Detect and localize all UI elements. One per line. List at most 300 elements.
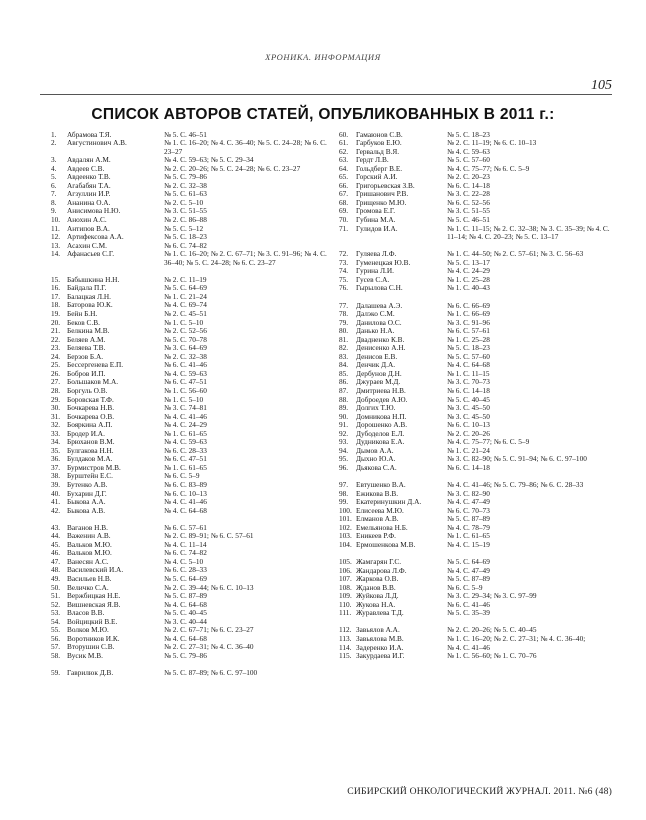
author-references: № 1. С. 56–60; № 1. С. 70–76 xyxy=(447,651,537,661)
author-references: № 4. С. 5–10 xyxy=(164,556,204,566)
author-number: 20. xyxy=(51,317,61,327)
author-number: 50. xyxy=(51,582,61,592)
author-entry xyxy=(339,225,619,242)
author-references: № 5. С. 64–69 xyxy=(164,283,207,293)
author-number: 18. xyxy=(51,300,61,310)
author-references: № 6. С. 5–9 xyxy=(164,471,200,481)
author-number: 64. xyxy=(339,163,349,173)
author-references: № 2. С. 67–71; № 6. С. 23–27 xyxy=(164,625,254,635)
author-number: 45. xyxy=(51,539,61,549)
author-references: № 1. С. 21–24 xyxy=(447,445,490,455)
author-number: 91. xyxy=(339,420,349,430)
author-name: Ананина О.А. xyxy=(67,197,111,207)
author-name: Бутенко А.В. xyxy=(67,479,108,489)
author-number: 44. xyxy=(51,531,61,541)
author-references: № 5. С. 61–63 xyxy=(164,189,207,199)
author-name: Дудникова Е.А. xyxy=(356,437,405,447)
author-entry xyxy=(51,507,327,516)
author-number: 73. xyxy=(339,257,349,267)
author-references: № 6. С. 52–56 xyxy=(447,197,490,207)
author-name: Гусев С.А. xyxy=(356,274,390,284)
author-name: Асахин С.М. xyxy=(67,240,107,250)
author-number: 24. xyxy=(51,351,61,361)
author-references: № 4. С. 59–63 xyxy=(447,146,490,156)
author-references: № 3. С. 40–44 xyxy=(164,616,207,626)
author-references: № 2. С. 89–91; № 6. С. 57–61 xyxy=(164,531,254,541)
author-name: Бабышкина Н.Н. xyxy=(67,274,120,284)
author-name: Жандарова Л.Ф. xyxy=(356,565,407,575)
author-number: 7. xyxy=(51,189,57,199)
author-name: Брюханов В.М. xyxy=(67,437,115,447)
author-number: 105. xyxy=(339,557,352,567)
author-number: 84. xyxy=(339,360,349,370)
author-references: № 1. С. 61–65 xyxy=(447,531,490,541)
author-number: 17. xyxy=(51,291,61,301)
author-name: Закурдаева И.Г. xyxy=(356,651,405,661)
author-number: 36. xyxy=(51,454,61,464)
author-number: 100. xyxy=(339,505,352,515)
author-number: 23. xyxy=(51,343,61,353)
author-name: Гаврилюк Д.В. xyxy=(67,668,114,678)
author-name: Дорошенко А.В. xyxy=(356,420,408,430)
author-references: № 2. С. 11–19 xyxy=(164,274,207,284)
author-references: № 4. С. 11–14 xyxy=(164,539,207,549)
author-references: № 3. С. 82–90; № 5. С. 91–94; № 6. С. 97–100 xyxy=(447,454,587,464)
journal-footer: СИБИРСКИЙ ОНКОЛОГИЧЕСКИЙ ЖУРНАЛ. 2011. №6 (48) xyxy=(347,786,612,797)
author-name: Артифексова А.А. xyxy=(67,232,124,242)
author-references: № 6. С. 47–51 xyxy=(164,377,207,387)
author-number: 71. xyxy=(339,223,349,233)
author-number: 98. xyxy=(339,488,349,498)
author-references: № 2. С. 86–88 xyxy=(164,214,207,224)
author-references: № 3. С. 64–69 xyxy=(164,343,207,353)
author-references: № 3. С. 74–81 xyxy=(164,403,207,413)
author-number: 113. xyxy=(339,634,352,643)
author-number: 102. xyxy=(339,522,352,532)
author-name: Авдалян А.М. xyxy=(67,155,111,165)
author-references: № 5. С. 5–12 xyxy=(164,223,204,233)
author-number: 6. xyxy=(51,180,57,190)
author-references: № 5. С. 87–89 xyxy=(447,514,490,524)
author-number: 66. xyxy=(339,180,349,190)
header-rule xyxy=(40,94,612,95)
author-references: № 3. С. 51–55 xyxy=(447,206,490,216)
author-number: 15. xyxy=(51,274,61,284)
author-references: № 6. С. 14–18 xyxy=(447,386,490,395)
author-name: Боровская Т.Ф. xyxy=(67,394,114,404)
author-name: Величко С.А. xyxy=(67,582,109,592)
author-number: 99. xyxy=(339,497,349,507)
author-references: № 1. С. 66–69 xyxy=(447,309,490,319)
authors-list-left xyxy=(51,131,327,678)
author-name: Вальков М.Ю. xyxy=(67,539,112,549)
author-number: 85. xyxy=(339,368,349,378)
author-name: Булдаков М.А. xyxy=(67,454,113,464)
author-references: № 6. С. 28–33 xyxy=(164,445,207,455)
author-number: 46. xyxy=(51,548,61,558)
author-number: 95. xyxy=(339,454,349,464)
author-number: 38. xyxy=(51,471,61,481)
author-references: № 5. С. 79–86 xyxy=(164,172,207,182)
author-number: 11. xyxy=(51,223,60,233)
author-name: Екатеринушкин Д.А. xyxy=(356,497,422,507)
author-name: Ермошенкова М.В. xyxy=(356,539,416,549)
author-number: 109. xyxy=(339,591,352,601)
author-name: Емельянова Н.Б. xyxy=(356,522,408,532)
page-number: 105 xyxy=(591,78,612,93)
author-entry xyxy=(51,139,327,156)
author-number: 28. xyxy=(51,385,61,395)
author-number: 93. xyxy=(339,437,349,447)
author-name: Гердт Л.В. xyxy=(356,155,389,165)
author-name: Анисимова Н.Ю. xyxy=(67,206,121,216)
author-references: № 1. С. 61–65 xyxy=(164,428,207,438)
author-name: Далэко С.М. xyxy=(356,309,395,319)
author-name: Волков М.Ю. xyxy=(67,625,109,635)
author-name: Губина М.А. xyxy=(356,214,396,224)
author-entry xyxy=(339,609,619,618)
author-references: № 3. С. 29–34; № 3. С. 97–99 xyxy=(447,591,537,601)
author-references: № 5. С. 13–17 xyxy=(447,257,490,267)
author-name: Двадненко К.В. xyxy=(356,334,405,344)
author-name: Бессергенева Е.П. xyxy=(67,360,124,370)
author-name: Вальков М.Ю. xyxy=(67,548,112,558)
author-references: № 3. С. 51–55 xyxy=(164,206,207,216)
author-references: № 4. С. 78–79 xyxy=(447,522,490,532)
author-references: № 3. С. 91–96 xyxy=(447,317,490,327)
author-references: № 5. С. 46–51 xyxy=(164,129,207,139)
author-name: Дербунов Д.Н. xyxy=(356,368,402,378)
author-name: Абрамова Т.Я. xyxy=(67,129,112,139)
author-references: № 6. С. 66–69 xyxy=(447,300,490,310)
author-references: № 3. С. 45–50 xyxy=(447,411,490,421)
author-name: Власов В.В. xyxy=(67,608,105,618)
author-name: Далашева А.Э. xyxy=(356,300,403,310)
author-references: № 6. С. 41–46 xyxy=(164,360,207,370)
author-number: 13. xyxy=(51,240,61,250)
author-name: Балацкая Л.Н. xyxy=(67,291,111,301)
author-name: Жданов В.В. xyxy=(356,582,396,592)
author-references: № 1. С. 44–50; № 2. С. 57–61; № 3. С. 56–63 xyxy=(447,249,584,259)
author-number: 75. xyxy=(339,274,349,284)
author-references: № 4. С. 59–63 xyxy=(164,368,207,378)
author-number: 8. xyxy=(51,197,57,207)
author-name: Дыхно Ю.А. xyxy=(356,454,396,464)
author-references: № 2. С. 20–26; № 5. С. 40–45 xyxy=(447,625,537,635)
author-name: Дмитриева Н.В. xyxy=(356,386,406,395)
author-number: 35. xyxy=(51,445,61,455)
author-references: № 4. С. 75–77; № 6. С. 5–9 xyxy=(447,163,530,173)
page-title: СПИСОК АВТОРОВ СТАТЕЙ, ОПУБЛИКОВАННЫХ В 2011 г.: xyxy=(91,106,555,123)
author-references: № 6. С. 57–61 xyxy=(447,326,490,336)
author-name: Жаркова О.В. xyxy=(356,574,399,584)
author-references: № 6. С. 10–13 xyxy=(164,488,207,498)
author-name: Булгакова Н.Н. xyxy=(67,445,114,455)
author-name: Журавлева Т.Д. xyxy=(356,608,404,618)
author-name: Дымов А.А. xyxy=(356,445,394,455)
author-number: 48. xyxy=(51,565,61,575)
author-name: Данилова О.С. xyxy=(356,317,402,327)
author-references: № 1. С. 11–15; № 2. С. 32–38; № 3. С. 35–39; № 4. С. 11–14; № 4. С. 20–23; № 5. С. 13–17 xyxy=(447,223,610,242)
author-number: 25. xyxy=(51,360,61,370)
author-references: № 2. С. 45–51 xyxy=(164,309,207,319)
author-name: Василевский И.А. xyxy=(67,565,124,575)
author-references: № 5. С. 40–45 xyxy=(164,608,207,618)
author-name: Афанасьев С.Г. xyxy=(67,249,115,259)
author-number: 70. xyxy=(339,214,349,224)
author-number: 5. xyxy=(51,172,57,182)
author-entry xyxy=(339,652,619,661)
author-references: № 1. С. 25–28 xyxy=(447,334,490,344)
author-number: 89. xyxy=(339,403,349,413)
author-name: Завьялов А.А. xyxy=(356,625,400,635)
author-name: Баторова Ю.К. xyxy=(67,300,113,310)
author-number: 62. xyxy=(339,146,349,156)
author-number: 1. xyxy=(51,129,57,139)
author-name: Денисов Е.В. xyxy=(356,351,398,361)
author-references: № 2. С. 20–26; № 5. С. 24–28; № 6. С. 23–27 xyxy=(164,163,301,173)
author-name: Ваганов Н.В. xyxy=(67,522,108,532)
author-references: № 4. С. 64–68 xyxy=(164,599,207,609)
author-name: Берзов Б.А. xyxy=(67,351,104,361)
author-entry xyxy=(51,250,327,267)
author-number: 68. xyxy=(339,197,349,207)
author-name: Агабабян Т.А. xyxy=(67,180,111,190)
author-number: 94. xyxy=(339,445,349,455)
author-entry xyxy=(339,284,619,293)
author-references: № 2. С. 20–23 xyxy=(447,172,490,182)
author-number: 9. xyxy=(51,206,57,216)
author-entry xyxy=(51,652,327,661)
author-name: Воротников И.К. xyxy=(67,633,120,643)
author-number: 101. xyxy=(339,514,352,524)
author-name: Васильев Н.В. xyxy=(67,574,112,584)
author-name: Бродер И.А. xyxy=(67,428,105,438)
author-number: 83. xyxy=(339,351,349,361)
author-name: Денчик Д.А. xyxy=(356,360,396,370)
author-number: 22. xyxy=(51,334,61,344)
author-name: Ежикова В.В. xyxy=(356,488,399,498)
author-number: 49. xyxy=(51,574,61,584)
author-number: 39. xyxy=(51,479,61,489)
author-references: № 5. С. 64–69 xyxy=(164,574,207,584)
author-name: Бояркина А.П. xyxy=(67,420,113,430)
author-name: Бурмистров М.В. xyxy=(67,462,121,472)
author-name: Дубоделов Е.Л. xyxy=(356,428,405,438)
author-number: 59. xyxy=(51,668,61,678)
author-references: № 1. С. 5–10 xyxy=(164,317,204,327)
author-references: № 4. С. 59–63; № 5. С. 29–34 xyxy=(164,155,254,165)
author-number: 90. xyxy=(339,411,349,421)
author-number: 16. xyxy=(51,283,61,293)
author-references: № 4. С. 64–68 xyxy=(447,360,490,370)
author-number: 106. xyxy=(339,565,352,575)
author-number: 108. xyxy=(339,582,352,592)
author-references: № 1. С. 11–15 xyxy=(447,368,490,378)
author-name: Доброедев А.Ю. xyxy=(356,394,408,404)
author-number: 10. xyxy=(51,214,61,224)
author-references: № 6. С. 70–73 xyxy=(447,505,490,515)
author-references: № 1. С. 56–60 xyxy=(164,385,207,395)
author-name: Горский А.И. xyxy=(356,172,398,182)
author-number: 114. xyxy=(339,642,352,652)
author-number: 21. xyxy=(51,326,61,336)
author-number: 30. xyxy=(51,403,61,413)
author-name: Вторушин С.В. xyxy=(67,642,115,652)
author-name: Еникеев Р.Ф. xyxy=(356,531,396,541)
author-name: Жамгарян Г.С. xyxy=(356,557,402,567)
author-number: 43. xyxy=(51,522,61,532)
author-references: № 2. С. 20–26 xyxy=(447,428,490,438)
author-name: Быкова А.В. xyxy=(67,505,106,515)
author-references: № 4. С. 64–68 xyxy=(164,505,207,515)
author-number: 115. xyxy=(339,651,352,661)
author-references: № 2. С. 39–44; № 6. С. 10–13 xyxy=(164,582,254,592)
author-number: 12. xyxy=(51,232,61,242)
author-references: № 2. С. 32–38 xyxy=(164,351,207,361)
author-references: № 1. С. 16–20; № 4. С. 36–40; № 5. С. 24–28; № 6. С. 23–27 xyxy=(164,138,327,156)
author-references: № 1. С. 21–24 xyxy=(164,291,207,301)
author-references: № 4. С. 59–63 xyxy=(164,437,207,447)
author-name: Гарбуков Е.Ю. xyxy=(356,138,402,148)
author-name: Войцицкий В.Е. xyxy=(67,616,118,626)
author-number: 112. xyxy=(339,625,352,635)
author-number: 80. xyxy=(339,326,349,336)
author-name: Завьялова М.В. xyxy=(356,634,404,643)
author-name: Елисеева М.Ю. xyxy=(356,505,404,515)
author-references: № 5. С. 87–89 xyxy=(164,591,207,601)
author-references: № 4. С. 24–29 xyxy=(164,420,207,430)
author-references: № 4. С. 47–49 xyxy=(447,565,490,575)
author-name: Домникова Н.П. xyxy=(356,411,407,421)
author-number: 107. xyxy=(339,574,352,584)
author-name: Бейн Б.Н. xyxy=(67,309,98,319)
author-number: 96. xyxy=(339,462,349,472)
author-number: 56. xyxy=(51,633,61,643)
author-name: Анохин А.С. xyxy=(67,214,107,224)
author-number: 4. xyxy=(51,163,57,173)
author-name: Гервальд В.Я. xyxy=(356,146,400,156)
author-references: № 1. С. 40–43 xyxy=(447,283,490,293)
author-references: № 5. С. 18–23 xyxy=(164,232,207,242)
author-references: № 5. С. 79–86 xyxy=(164,650,207,660)
author-name: Задеренко И.А. xyxy=(356,642,404,652)
author-number: 76. xyxy=(339,283,349,293)
author-name: Дьякова С.А. xyxy=(356,462,397,472)
author-name: Данько Н.А. xyxy=(356,326,395,336)
author-references: № 5. С. 40–45 xyxy=(447,394,490,404)
author-references: № 6. С. 74–82 xyxy=(164,240,207,250)
author-name: Гамаюнов С.В. xyxy=(356,129,403,139)
author-name: Денисенко А.Н. xyxy=(356,343,406,353)
author-number: 79. xyxy=(339,317,349,327)
author-references: № 5. С. 87–89; № 6. С. 97–100 xyxy=(164,668,258,678)
author-references: № 6. С. 83–89 xyxy=(164,479,207,489)
author-name: Бухарин Д.Г. xyxy=(67,488,107,498)
author-references: № 6. С. 28–33 xyxy=(164,565,207,575)
author-references: № 4. С. 24–29 xyxy=(447,266,490,276)
author-number: 33. xyxy=(51,428,61,438)
author-name: Григорьевская З.В. xyxy=(356,180,415,190)
author-name: Авдеенко Т.В. xyxy=(67,172,111,182)
author-references: № 4. С. 41–46; № 5. С. 79–86; № 6. С. 28–33 xyxy=(447,480,584,490)
author-references: № 5. С. 57–60 xyxy=(447,351,490,361)
author-name: Грищенко М.Ю. xyxy=(356,197,407,207)
author-number: 53. xyxy=(51,608,61,618)
author-references: № 3. С. 45–50 xyxy=(447,403,490,413)
author-number: 78. xyxy=(339,309,349,319)
author-number: 27. xyxy=(51,377,61,387)
author-references: № 5. С. 87–89 xyxy=(447,574,490,584)
running-head: ХРОНИКА. ИНФОРМАЦИЯ xyxy=(265,52,381,62)
author-entry xyxy=(339,541,619,550)
author-number: 110. xyxy=(339,599,352,609)
author-references: № 1. С. 16–20; № 2. С. 27–31; № 4. С. 36–40; xyxy=(447,634,586,643)
author-name: Большаков М.А. xyxy=(67,377,119,387)
author-number: 29. xyxy=(51,394,61,404)
author-name: Гырылова С.Н. xyxy=(356,283,403,293)
author-name: Важенин А.В. xyxy=(67,531,111,541)
author-references: № 4. С. 41–46 xyxy=(164,497,207,507)
author-number: 104. xyxy=(339,539,352,549)
author-references: № 2. С. 27–31; № 4. С. 36–40 xyxy=(164,642,254,652)
author-name: Елманов А.В. xyxy=(356,514,399,524)
author-name: Авдеев С.В. xyxy=(67,163,105,173)
author-name: Беляева Т.В. xyxy=(67,343,106,353)
author-references: № 2. С. 11–19; № 6. С. 10–13 xyxy=(447,138,537,148)
author-number: 65. xyxy=(339,172,349,182)
author-name: Бурштейн Е.С. xyxy=(67,471,113,481)
author-entry xyxy=(339,464,619,473)
author-references: № 6. С. 5–9 xyxy=(447,582,483,592)
author-name: Байдала П.Г. xyxy=(67,283,107,293)
author-number: 97. xyxy=(339,480,349,490)
author-number: 34. xyxy=(51,437,61,447)
author-number: 51. xyxy=(51,591,61,601)
author-references: № 3. С. 22–28 xyxy=(447,189,490,199)
author-references: № 4. С. 75–77; № 6. С. 5–9 xyxy=(447,437,530,447)
author-references: № 4. С. 15–19 xyxy=(447,539,490,549)
author-name: Вусик М.В. xyxy=(67,650,103,660)
author-references: № 1. С. 16–20; № 2. С. 67–71; № 3. С. 91–96; № 4. С. 36–40; № 5. С. 24–28; № 6. С. 23–27 xyxy=(164,249,327,267)
author-references: № 6. С. 47–51 xyxy=(164,454,207,464)
author-number: 88. xyxy=(339,394,349,404)
author-number: 63. xyxy=(339,155,349,165)
author-name: Гуменецкая Ю.В. xyxy=(356,257,411,267)
author-name: Быкова А.А. xyxy=(67,497,106,507)
author-references: № 6. С. 14–18 xyxy=(447,462,490,472)
author-name: Долгих Т.Ю. xyxy=(356,403,396,413)
author-references: № 5. С. 64–69 xyxy=(447,557,490,567)
author-name: Громова Е.Г. xyxy=(356,206,396,216)
author-name: Августинович А.В. xyxy=(67,138,127,148)
author-name: Гуляева Л.Ф. xyxy=(356,249,397,259)
author-number: 103. xyxy=(339,531,352,541)
author-references: № 1. С. 5–10 xyxy=(164,394,204,404)
author-name: Джураев М.Д. xyxy=(356,377,401,387)
author-number: 58. xyxy=(51,650,61,660)
author-number: 37. xyxy=(51,462,61,472)
author-references: № 1. С. 61–65 xyxy=(164,462,207,472)
author-name: Гулидов И.А. xyxy=(356,223,398,233)
author-number: 60. xyxy=(339,129,349,139)
author-number: 82. xyxy=(339,343,349,353)
author-name: Гольдберг В.Е. xyxy=(356,163,403,173)
author-name: Беляев А.М. xyxy=(67,334,106,344)
author-name: Вержбицкая Н.Е. xyxy=(67,591,121,601)
author-name: Белкина М.В. xyxy=(67,326,110,336)
author-references: № 6. С. 41–46 xyxy=(447,599,490,609)
